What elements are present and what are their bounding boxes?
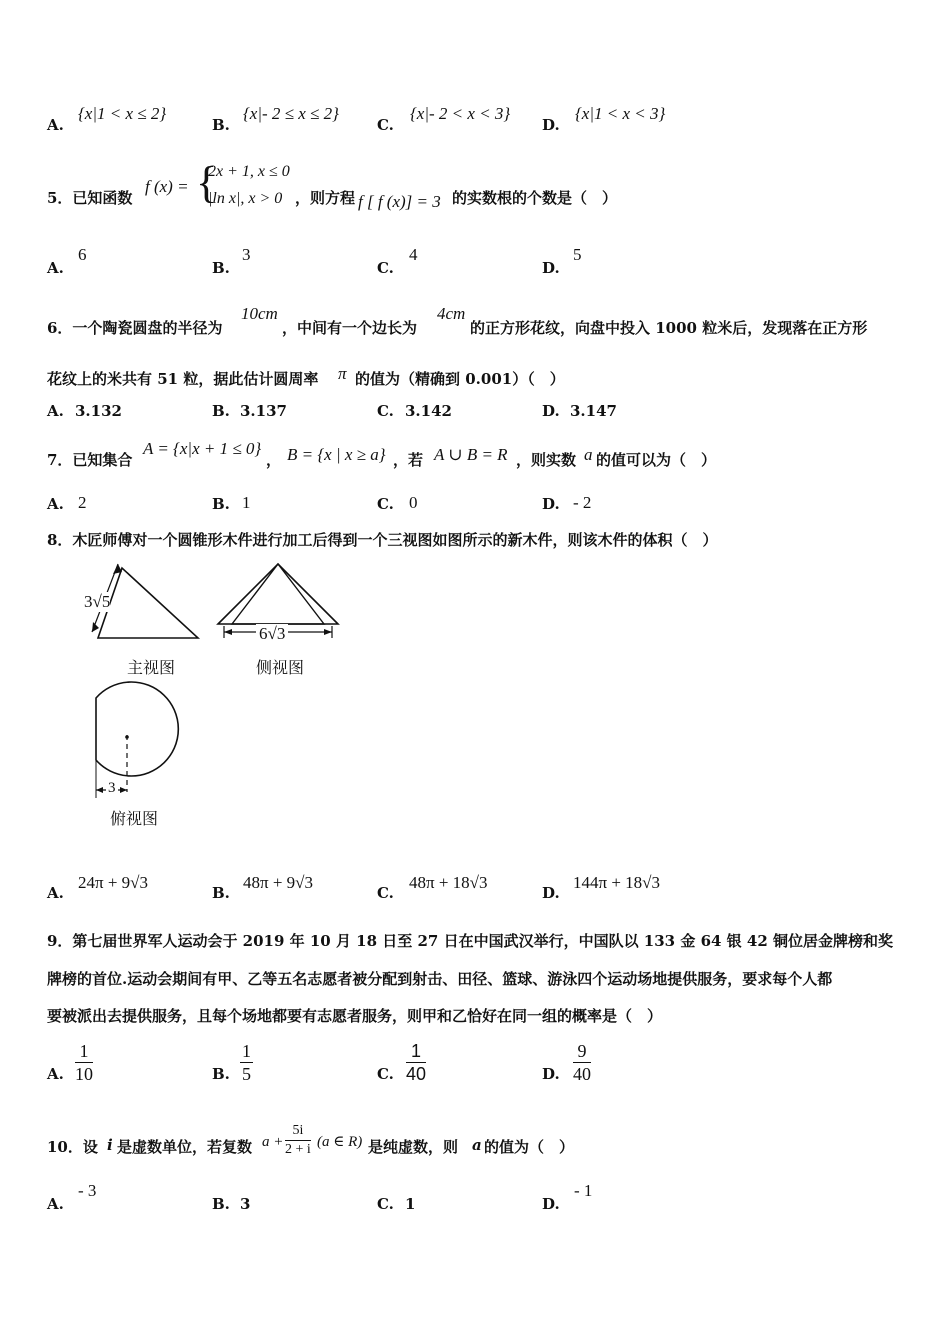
q8-text: 8．木匠师傅对一个圆锥形木件进行加工后得到一个三视图如图所示的新木件，则该木件的体积（ ） <box>47 531 718 549</box>
top-view-center-dot <box>125 735 129 739</box>
q7-set-a: A = {x|x + 1 ≤ 0} <box>143 439 262 458</box>
q10-frac-den: 2 + i <box>285 1142 311 1157</box>
q5-option-a-value: 6 <box>78 245 87 264</box>
q8-top-dim: 3 <box>108 780 116 796</box>
q10-frac-num: 5i <box>285 1122 311 1141</box>
q4-option-a-label: A. <box>47 116 64 134</box>
q5-option-c-label: C. <box>377 259 394 277</box>
q4-option-c-label: C. <box>377 116 394 134</box>
q6-text-2: ，中间有一个边长为 <box>282 319 418 337</box>
q4-option-d-value: {x|1 < x < 3} <box>575 104 666 123</box>
q6-radius: 10cm <box>241 304 278 323</box>
q4-option-c-value: {x|- 2 < x < 3} <box>410 104 511 123</box>
q7-text-1: 7．已知集合 <box>47 451 133 469</box>
q4-option-b-value: {x|- 2 ≤ x ≤ 2} <box>243 104 339 123</box>
q9-option-c-den: 40 <box>406 1064 427 1084</box>
q5-option-d-label: D. <box>542 259 560 277</box>
q8-option-c-label: C. <box>377 884 394 902</box>
q9-line-2: 牌榜的首位.运动会期间有甲、乙等五名志愿者被分配到射击、田径、篮球、游泳四个运动场地提供服务，要求每个人都 <box>47 970 833 988</box>
q9-option-c-fraction <box>406 1040 426 1085</box>
q7-var-a: a <box>584 445 593 464</box>
q8-option-a-value: 24π + 9√3 <box>78 873 149 892</box>
q6-option-a-value: 3.132 <box>75 402 122 420</box>
q10-option-d-value: - 1 <box>574 1181 593 1200</box>
q6-text-4: 花纹上的米共有 51 粒，据此估计圆周率 <box>47 370 319 388</box>
q7-union: A ∪ B = R <box>434 445 508 464</box>
q8-side-caption: 侧视图 <box>256 658 305 677</box>
q6-option-b-value: 3.137 <box>240 402 287 420</box>
top-view-outline <box>96 682 178 776</box>
q7-text-4: ，则实数 <box>516 451 577 469</box>
q7-option-d-value: - 2 <box>573 493 592 512</box>
q9-option-d-num: 9 <box>573 1040 591 1063</box>
q9-option-b-num: 1 <box>242 1041 251 1061</box>
q5-option-b-label: B. <box>212 259 230 277</box>
q5-equation: f [ f (x)] = 3 <box>358 192 441 211</box>
q6-option-c-value: 3.142 <box>405 402 452 420</box>
q4-option-d-label: D. <box>542 116 560 134</box>
side-view-inner-triangle <box>232 564 324 624</box>
q10-text-3: 是纯虚数，则 <box>368 1138 459 1156</box>
q5-option-d-value: 5 <box>573 245 582 264</box>
q5-option-a-label: A. <box>47 259 64 277</box>
top-view-arrow-right <box>120 787 127 793</box>
q7-option-a-label: A. <box>47 495 64 513</box>
q5-option-c-value: 4 <box>409 245 418 264</box>
q9-option-a-fraction <box>75 1040 93 1085</box>
q6-option-c-label: C. <box>377 402 394 420</box>
q9-line-1: 9．第七届世界军人运动会于 2019 年 10 月 18 日至 27 日在中国武汉举行，中国队以 133 金 64 银 42 铜位居金牌榜和奖 <box>47 932 893 950</box>
q9-option-d-den: 40 <box>573 1064 591 1084</box>
q7-option-b-label: B. <box>212 495 230 513</box>
q7-option-c-label: C. <box>377 495 394 513</box>
q6-option-a-label: A. <box>47 402 64 420</box>
q6-option-d-label: D. <box>542 402 560 420</box>
top-view-arrow-left <box>96 787 103 793</box>
q10-option-b-value: 3 <box>240 1195 251 1213</box>
q8-top-caption: 俯视图 <box>110 809 159 828</box>
q10-fraction <box>285 1122 311 1159</box>
q10-i: i <box>107 1136 113 1154</box>
q8-option-b-value: 48π + 9√3 <box>243 873 314 892</box>
q10-condition: (a ∈ R) <box>317 1134 363 1150</box>
q9-line-3: 要被派出去提供服务，且每个场地都要有志愿者服务，则甲和乙恰好在同一组的概率是（ ） <box>47 1007 663 1025</box>
q7-option-b-value: 1 <box>242 493 251 512</box>
q8-front-caption: 主视图 <box>127 658 176 677</box>
q10-option-d-label: D. <box>542 1195 560 1213</box>
q8-side-dim: 6√3 <box>256 624 288 644</box>
q4-option-b-label: B. <box>212 116 230 134</box>
q7-option-d-label: D. <box>542 495 560 513</box>
q5-option-b-value: 3 <box>242 245 251 264</box>
q8-front-dim: 3√5 <box>84 592 111 611</box>
q10-option-b-label: B. <box>212 1195 230 1213</box>
q10-a-plus: a + <box>262 1134 284 1150</box>
side-view-outer-triangle <box>218 564 338 624</box>
q7-text-3: ，若 <box>393 451 424 469</box>
q7-text-5: 的值可以为（ ） <box>596 451 717 469</box>
q6-pi: π <box>338 364 347 383</box>
q9-option-a-den: 10 <box>75 1064 93 1084</box>
q4-option-a-value: {x|1 < x ≤ 2} <box>78 104 167 123</box>
q9-option-d-label: D. <box>542 1065 560 1083</box>
q8-option-b-label: B. <box>212 884 230 902</box>
q8-option-c-value: 48π + 18√3 <box>409 873 488 892</box>
q6-option-b-label: B. <box>212 402 230 420</box>
q7-set-b: B = {x | x ≥ a} <box>287 445 386 464</box>
q8-top-view <box>88 680 193 805</box>
q5-mid: ，则方程 <box>295 189 356 207</box>
q6-option-d-value: 3.147 <box>570 402 617 420</box>
q10-text-1: 10．设 <box>47 1138 98 1156</box>
q10-option-a-label: A. <box>47 1195 64 1213</box>
q6-text-1: 6．一个陶瓷圆盘的半径为 <box>47 319 223 337</box>
q8-option-a-label: A. <box>47 884 64 902</box>
q9-option-b-label: B. <box>212 1065 230 1083</box>
q9-option-d-fraction <box>573 1040 591 1085</box>
q9-option-c-num: 1 <box>406 1040 426 1063</box>
q10-a: a <box>472 1136 482 1154</box>
q5-function: f (x) = <box>145 177 189 196</box>
q8-option-d-value: 144π + 18√3 <box>573 873 661 892</box>
q9-option-a-label: A. <box>47 1065 64 1083</box>
q6-text-5: 的值为（精确到 0.001）（ ） <box>355 370 565 388</box>
q5-case-1: 2x + 1, x ≤ 0 <box>208 163 290 180</box>
side-view-arrow-right <box>324 629 332 635</box>
q9-option-b-fraction <box>240 1040 253 1085</box>
q8-option-d-label: D. <box>542 884 560 902</box>
q7-option-a-value: 2 <box>78 493 87 512</box>
q10-text-2: 是虚数单位，若复数 <box>117 1138 253 1156</box>
q9-option-a-num: 1 <box>75 1040 93 1063</box>
q5-prefix: 5．已知函数 <box>47 189 133 207</box>
q10-option-c-value: 1 <box>405 1195 416 1213</box>
q5-case-2: |ln x|, x > 0 <box>208 190 283 207</box>
q9-option-b-den: 5 <box>242 1064 251 1084</box>
q10-option-a-value: - 3 <box>78 1181 97 1200</box>
q7-option-c-value: 0 <box>409 493 418 512</box>
q5-brace: { <box>196 158 218 207</box>
side-view-arrow-left <box>224 629 232 635</box>
q6-side: 4cm <box>437 304 466 323</box>
q7-text-2: ， <box>266 451 282 469</box>
q6-text-3: 的正方形花纹，向盘中投入 1000 粒米后，发现落在正方形 <box>470 319 868 337</box>
q5-suffix: 的实数根的个数是（ ） <box>452 189 618 207</box>
q10-option-c-label: C. <box>377 1195 394 1213</box>
q10-text-4: 的值为（ ） <box>484 1138 575 1156</box>
q9-option-c-label: C. <box>377 1065 394 1083</box>
